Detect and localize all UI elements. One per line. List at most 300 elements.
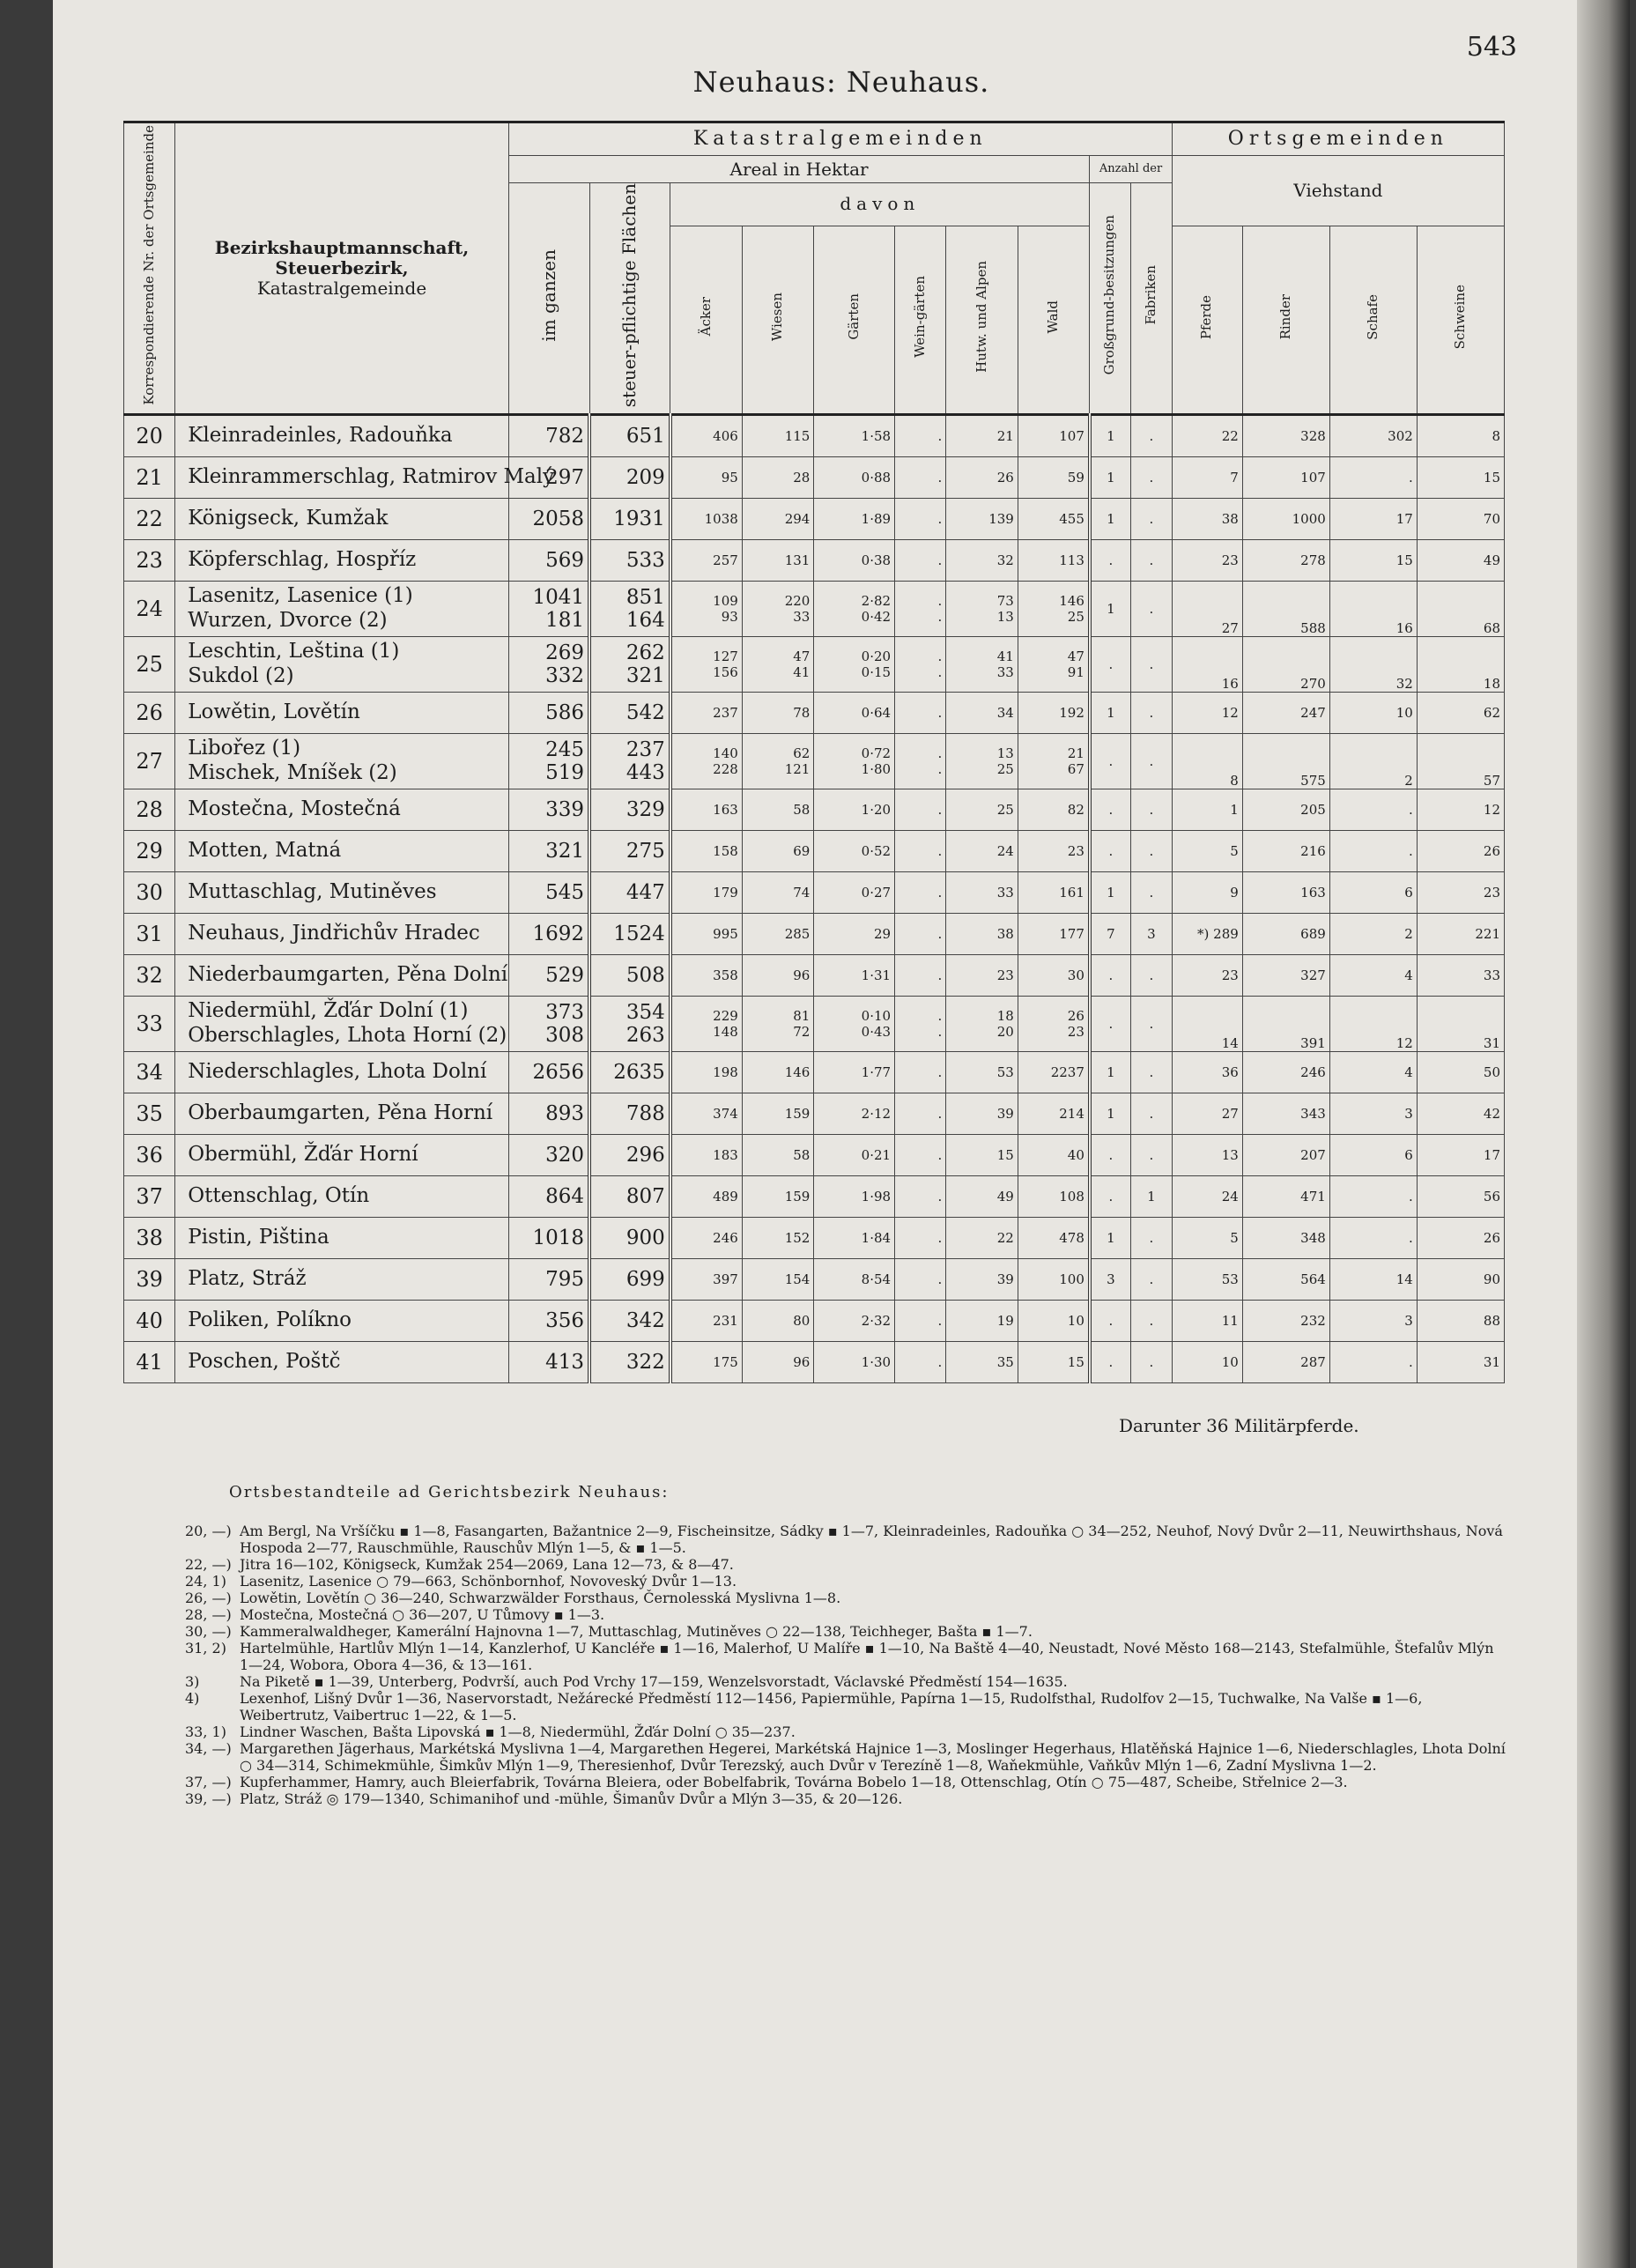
cell-steuer: 2635 xyxy=(589,1051,670,1093)
cell-fabr: . xyxy=(1130,692,1172,733)
cell-wein: . xyxy=(895,1175,946,1217)
cell-rinder: 328 xyxy=(1242,414,1329,456)
cell-hutw: 18 20 xyxy=(946,996,1018,1051)
cell-gaerten: 0·88 xyxy=(814,456,895,498)
cell-acker: 489 xyxy=(670,1175,743,1217)
cell-wiesen: 131 xyxy=(742,539,814,581)
col-header-fabriken: Fabriken xyxy=(1130,183,1172,415)
cell-pferde: 5 xyxy=(1172,830,1242,871)
cell-wein: . xyxy=(895,456,946,498)
cell-gaerten: 2·12 xyxy=(814,1093,895,1134)
entry-key: 26, —) xyxy=(185,1590,232,1606)
table-row xyxy=(124,581,1505,636)
cell-acker: 231 xyxy=(670,1300,743,1341)
cell-wein: . xyxy=(895,913,946,954)
ortsbestandteile-heading: Ortsbestandteile ad Gerichtsbezirk Neuhaus: xyxy=(229,1483,670,1501)
cell-gross: . xyxy=(1090,539,1131,581)
ortsbestandteil-entry xyxy=(185,1673,1506,1690)
cell-wiesen: 154 xyxy=(742,1258,814,1300)
table-row xyxy=(124,789,1505,830)
cell-wald: 108 xyxy=(1018,1175,1090,1217)
cell-ganz: 569 xyxy=(508,539,589,581)
cell-rinder: 107 xyxy=(1242,456,1329,498)
cell-hutw: 41 33 xyxy=(946,636,1018,692)
cell-gross: 1 xyxy=(1090,456,1131,498)
cell-rinder: 575 xyxy=(1242,733,1329,789)
page-title: Neuhaus: Neuhaus. xyxy=(692,65,990,99)
entry-key: 30, —) xyxy=(185,1623,232,1640)
table-row xyxy=(124,636,1505,692)
row-nr: 31 xyxy=(124,913,175,954)
cell-hutw: 39 xyxy=(946,1258,1018,1300)
cell-schafe: 16 xyxy=(1329,581,1417,636)
row-nr: 40 xyxy=(124,1300,175,1341)
cell-steuer: 542 xyxy=(589,692,670,733)
cell-fabr: . xyxy=(1130,1051,1172,1093)
cell-ganz: 373 308 xyxy=(508,996,589,1051)
cell-ganz: 356 xyxy=(508,1300,589,1341)
cell-gaerten: 2·82 0·42 xyxy=(814,581,895,636)
cell-fabr: . xyxy=(1130,733,1172,789)
row-nr: 20 xyxy=(124,414,175,456)
col-header-wald: Wald xyxy=(1018,226,1090,414)
cell-acker: 358 xyxy=(670,954,743,996)
cell-wald: 10 xyxy=(1018,1300,1090,1341)
cell-fabr: . xyxy=(1130,581,1172,636)
cell-wald: 478 xyxy=(1018,1217,1090,1258)
cell-ganz: 339 xyxy=(508,789,589,830)
scan-edge xyxy=(1577,0,1630,2268)
cell-wiesen: 285 xyxy=(742,913,814,954)
cell-wein: . . xyxy=(895,636,946,692)
cell-steuer: 651 xyxy=(589,414,670,456)
cell-acker: 179 xyxy=(670,871,743,913)
cell-hutw: 23 xyxy=(946,954,1018,996)
col-header-schweine: Schweine xyxy=(1417,226,1504,414)
cell-wiesen: 81 72 xyxy=(742,996,814,1051)
cell-acker: 246 xyxy=(670,1217,743,1258)
entry-key: 24, 1) xyxy=(185,1573,226,1590)
page xyxy=(53,0,1630,2268)
cell-schweine: 18 xyxy=(1417,636,1504,692)
cell-steuer: 342 xyxy=(589,1300,670,1341)
cell-acker: 127 156 xyxy=(670,636,743,692)
cell-gross: . xyxy=(1090,789,1131,830)
table-row xyxy=(124,830,1505,871)
cell-wald: 192 xyxy=(1018,692,1090,733)
cell-gaerten: 1·20 xyxy=(814,789,895,830)
entry-text: Hartelmühle, Hartlův Mlýn 1—14, Kanzlerhof, U Kancléře ▪ 1—16, Malerhof, U Malíře ▪ 1—10, Na Baště 4—40, Neustadt, Nové Město 168—2143, Stefalmühle, Štefalův Mlýn 1—24, Wobora, Obora 4—36, & 13—161. xyxy=(240,1640,1494,1673)
table-row xyxy=(124,1134,1505,1175)
cell-hutw: 139 xyxy=(946,498,1018,539)
cell-pferde: 22 xyxy=(1172,414,1242,456)
row-nr: 38 xyxy=(124,1217,175,1258)
cell-wald: 2237 xyxy=(1018,1051,1090,1093)
cell-schafe: 3 xyxy=(1329,1093,1417,1134)
col-header-wein: Wein-gärten xyxy=(895,226,946,414)
cell-wald: 113 xyxy=(1018,539,1090,581)
cell-wald: 40 xyxy=(1018,1134,1090,1175)
cell-schweine: 15 xyxy=(1417,456,1504,498)
cell-hutw: 26 xyxy=(946,456,1018,498)
cell-schafe: . xyxy=(1329,456,1417,498)
cell-acker: 109 93 xyxy=(670,581,743,636)
cell-schafe: 4 xyxy=(1329,1051,1417,1093)
row-name: Ottenschlag, Otín xyxy=(175,1175,509,1217)
col-header-schafe: Schafe xyxy=(1329,226,1417,414)
cell-gaerten: 29 xyxy=(814,913,895,954)
cell-ganz: 2058 xyxy=(508,498,589,539)
cell-gaerten: 1·84 xyxy=(814,1217,895,1258)
row-name: Neuhaus, Jindřichův Hradec xyxy=(175,913,509,954)
cell-steuer: 329 xyxy=(589,789,670,830)
cell-ganz: 297 xyxy=(508,456,589,498)
cell-wiesen: 47 41 xyxy=(742,636,814,692)
ortsbestandteil-entry xyxy=(185,1640,1506,1673)
cell-steuer: 533 xyxy=(589,539,670,581)
cell-fabr: . xyxy=(1130,996,1172,1051)
ortsbestandteil-entry xyxy=(185,1556,1506,1573)
cell-hutw: 21 xyxy=(946,414,1018,456)
cell-fabr: . xyxy=(1130,1134,1172,1175)
cell-steuer: 322 xyxy=(589,1341,670,1382)
cell-wiesen: 96 xyxy=(742,954,814,996)
col-header-acker: Äcker xyxy=(670,226,743,414)
entry-text: Lexenhof, Lišný Dvůr 1—36, Naservorstadt, Nežárecké Předměstí 112—1456, Papiermühle, Papírna 1—15, Rudolfsthal, Rudolfov 2—15, Tuchwalke, Na Valše ▪ 1—6, Weibertrutz, Vaibertruc 1—22, & 1—5. xyxy=(240,1690,1423,1723)
cell-schafe: . xyxy=(1329,830,1417,871)
table-row xyxy=(124,954,1505,996)
cell-schweine: 33 xyxy=(1417,954,1504,996)
cell-ganz: 245 519 xyxy=(508,733,589,789)
row-name: Leschtin, Leština (1) Sukdol (2) xyxy=(175,636,509,692)
cell-wein: . xyxy=(895,692,946,733)
cell-pferde: 1 xyxy=(1172,789,1242,830)
ortsbestandteil-entry xyxy=(185,1590,1506,1606)
cell-wiesen: 74 xyxy=(742,871,814,913)
cell-wald: 15 xyxy=(1018,1341,1090,1382)
cell-wiesen: 96 xyxy=(742,1341,814,1382)
cell-ganz: 1018 xyxy=(508,1217,589,1258)
footnote: Darunter 36 Militärpferde. xyxy=(1119,1415,1359,1436)
cell-gross: . xyxy=(1090,996,1131,1051)
cell-schafe: 6 xyxy=(1329,1134,1417,1175)
cell-fabr: . xyxy=(1130,1093,1172,1134)
row-name: Mostečna, Mostečná xyxy=(175,789,509,830)
row-nr: 35 xyxy=(124,1093,175,1134)
cell-acker: 163 xyxy=(670,789,743,830)
cell-rinder: 287 xyxy=(1242,1341,1329,1382)
table-row xyxy=(124,414,1505,456)
table-row xyxy=(124,1341,1505,1382)
cell-wald: 59 xyxy=(1018,456,1090,498)
cell-gross: 1 xyxy=(1090,692,1131,733)
cell-wald: 455 xyxy=(1018,498,1090,539)
ortsbestandteil-entry xyxy=(185,1623,1506,1640)
cell-wiesen: 78 xyxy=(742,692,814,733)
cell-gaerten: 0·72 1·80 xyxy=(814,733,895,789)
cell-fabr: . xyxy=(1130,1258,1172,1300)
cell-wein: . . xyxy=(895,733,946,789)
col-header-name: Bezirkshauptmannschaft, Steuerbezirk, Katastralgemeinde xyxy=(175,122,509,415)
entry-text: Mostečna, Mostečná ○ 36—207, U Tůmovy ▪ 1—3. xyxy=(240,1606,605,1623)
cell-fabr: 3 xyxy=(1130,913,1172,954)
cell-pferde: 9 xyxy=(1172,871,1242,913)
davon-header: davon xyxy=(670,183,1090,226)
cell-ganz: 321 xyxy=(508,830,589,871)
cell-gross: . xyxy=(1090,1134,1131,1175)
cell-wiesen: 69 xyxy=(742,830,814,871)
cell-rinder: 391 xyxy=(1242,996,1329,1051)
cell-ganz: 586 xyxy=(508,692,589,733)
cell-gross: 1 xyxy=(1090,414,1131,456)
cell-hutw: 13 25 xyxy=(946,733,1018,789)
cell-wald: 26 23 xyxy=(1018,996,1090,1051)
cell-acker: 406 xyxy=(670,414,743,456)
ortsbestandteil-entry xyxy=(185,1723,1506,1740)
row-name: Königseck, Kumžak xyxy=(175,498,509,539)
cell-schafe: 15 xyxy=(1329,539,1417,581)
cell-hutw: 39 xyxy=(946,1093,1018,1134)
cell-wald: 82 xyxy=(1018,789,1090,830)
cell-rinder: 270 xyxy=(1242,636,1329,692)
entry-text: Kammeralwaldheger, Kamerální Hajnovna 1—7, Muttaschlag, Mutiněves ○ 22—138, Teichheger, Bašta ▪ 1—7. xyxy=(240,1623,1033,1640)
cell-schweine: 31 xyxy=(1417,996,1504,1051)
cell-wald: 47 91 xyxy=(1018,636,1090,692)
cell-acker: 183 xyxy=(670,1134,743,1175)
cell-gaerten: 0·10 0·43 xyxy=(814,996,895,1051)
cell-pferde: 7 xyxy=(1172,456,1242,498)
col-header-pferde: Pferde xyxy=(1172,226,1242,414)
col-header-rinder: Rinder xyxy=(1242,226,1329,414)
areal-header: Areal in Hektar xyxy=(508,156,1090,183)
cell-gaerten: 2·32 xyxy=(814,1300,895,1341)
row-nr: 30 xyxy=(124,871,175,913)
cell-acker: 397 xyxy=(670,1258,743,1300)
entry-text: Kupferhammer, Hamry, auch Bleierfabrik, Továrna Bleiera, oder Bobelfabrik, Továrna Bobelo 1—18, Ottenschlag, Otín ○ 75—487, Scheibe, Střelnice 2—3. xyxy=(240,1774,1348,1790)
cell-fabr: . xyxy=(1130,954,1172,996)
table-row xyxy=(124,1300,1505,1341)
cell-ganz: 269 332 xyxy=(508,636,589,692)
cell-fabr: 1 xyxy=(1130,1175,1172,1217)
cell-steuer: 209 xyxy=(589,456,670,498)
cell-fabr: . xyxy=(1130,1217,1172,1258)
cell-hutw: 32 xyxy=(946,539,1018,581)
cell-schweine: 23 xyxy=(1417,871,1504,913)
cell-ganz: 545 xyxy=(508,871,589,913)
cell-gross: 7 xyxy=(1090,913,1131,954)
cell-rinder: 689 xyxy=(1242,913,1329,954)
cell-rinder: 163 xyxy=(1242,871,1329,913)
cell-schafe: 12 xyxy=(1329,996,1417,1051)
cell-schafe: 10 xyxy=(1329,692,1417,733)
cell-pferde: 12 xyxy=(1172,692,1242,733)
cell-acker: 198 xyxy=(670,1051,743,1093)
cell-fabr: . xyxy=(1130,636,1172,692)
cell-hutw: 33 xyxy=(946,871,1018,913)
cell-hutw: 25 xyxy=(946,789,1018,830)
cell-gross: . xyxy=(1090,1300,1131,1341)
ortsbestandteil-entry xyxy=(185,1690,1506,1723)
cell-schweine: 49 xyxy=(1417,539,1504,581)
cell-schweine: 68 xyxy=(1417,581,1504,636)
col-header-nr: Korrespondierende Nr. der Ortsgemeinde xyxy=(124,122,175,415)
row-name: Motten, Matná xyxy=(175,830,509,871)
cell-gross: 3 xyxy=(1090,1258,1131,1300)
cell-wein: . xyxy=(895,414,946,456)
cell-wein: . xyxy=(895,1051,946,1093)
cell-schweine: 221 xyxy=(1417,913,1504,954)
cell-ganz: 413 xyxy=(508,1341,589,1382)
cell-pferde: 38 xyxy=(1172,498,1242,539)
cell-wiesen: 152 xyxy=(742,1217,814,1258)
cell-hutw: 19 xyxy=(946,1300,1018,1341)
cell-wein: . xyxy=(895,1093,946,1134)
cell-gaerten: 0·38 xyxy=(814,539,895,581)
cell-ganz: 2656 xyxy=(508,1051,589,1093)
cell-wiesen: 159 xyxy=(742,1175,814,1217)
cell-gaerten: 8·54 xyxy=(814,1258,895,1300)
cell-gaerten: 0·20 0·15 xyxy=(814,636,895,692)
cell-pferde: 14 xyxy=(1172,996,1242,1051)
row-nr: 23 xyxy=(124,539,175,581)
cell-gross: 1 xyxy=(1090,871,1131,913)
cell-steuer: 354 263 xyxy=(589,996,670,1051)
cell-wiesen: 294 xyxy=(742,498,814,539)
entry-key: 34, —) xyxy=(185,1740,232,1757)
cell-gaerten: 1·31 xyxy=(814,954,895,996)
cell-wald: 21 67 xyxy=(1018,733,1090,789)
row-name: Oberbaumgarten, Pěna Horní xyxy=(175,1093,509,1134)
cell-schafe: 14 xyxy=(1329,1258,1417,1300)
entry-text: Na Piketě ▪ 1—39, Unterberg, Podvrší, auch Pod Vrchy 17—159, Wenzelsvorstadt, Václavské Předměstí 154—1635. xyxy=(240,1673,1068,1690)
row-nr: 26 xyxy=(124,692,175,733)
cell-wald: 23 xyxy=(1018,830,1090,871)
cell-rinder: 205 xyxy=(1242,789,1329,830)
cell-wiesen: 58 xyxy=(742,1134,814,1175)
entry-key: 31, 2) xyxy=(185,1640,226,1657)
table-row xyxy=(124,996,1505,1051)
row-name: Niedermühl, Žďár Dolní (1) Oberschlagles, Lhota Horní (2) xyxy=(175,996,509,1051)
row-name: Lasenitz, Lasenice (1) Wurzen, Dvorce (2) xyxy=(175,581,509,636)
cell-ganz: 529 xyxy=(508,954,589,996)
table-row xyxy=(124,913,1505,954)
ortsbestandteile-list xyxy=(185,1523,1506,1807)
entry-text: Lowětin, Lovětín ○ 36—240, Schwarzwälder Forsthaus, Černolesská Myslivna 1—8. xyxy=(240,1590,841,1606)
cell-schafe: . xyxy=(1329,1341,1417,1382)
cell-pferde: 5 xyxy=(1172,1217,1242,1258)
cell-schafe: 3 xyxy=(1329,1300,1417,1341)
cell-steuer: 807 xyxy=(589,1175,670,1217)
page-number: 543 xyxy=(1466,32,1517,63)
row-name: Obermühl, Žďár Horní xyxy=(175,1134,509,1175)
cell-acker: 140 228 xyxy=(670,733,743,789)
cell-wald: 161 xyxy=(1018,871,1090,913)
cell-wein: . . xyxy=(895,581,946,636)
cell-schweine: 62 xyxy=(1417,692,1504,733)
cell-wald: 146 25 xyxy=(1018,581,1090,636)
cell-steuer: 262 321 xyxy=(589,636,670,692)
cell-wiesen: 146 xyxy=(742,1051,814,1093)
cell-gaerten: 0·27 xyxy=(814,871,895,913)
cell-wein: . xyxy=(895,498,946,539)
cell-rinder: 348 xyxy=(1242,1217,1329,1258)
row-name: Kleinradeinles, Radouňka xyxy=(175,414,509,456)
cell-schweine: 8 xyxy=(1417,414,1504,456)
cell-pferde: 16 xyxy=(1172,636,1242,692)
row-nr: 41 xyxy=(124,1341,175,1382)
cell-gross: . xyxy=(1090,636,1131,692)
cell-wein: . xyxy=(895,1258,946,1300)
cell-gross: . xyxy=(1090,954,1131,996)
cell-schweine: 50 xyxy=(1417,1051,1504,1093)
table-row xyxy=(124,733,1505,789)
cell-wein: . xyxy=(895,830,946,871)
row-name: Poliken, Políkno xyxy=(175,1300,509,1341)
cell-acker: 158 xyxy=(670,830,743,871)
cell-gross: 1 xyxy=(1090,1093,1131,1134)
cell-ganz: 782 xyxy=(508,414,589,456)
cell-pferde: *) 289 xyxy=(1172,913,1242,954)
cell-wiesen: 28 xyxy=(742,456,814,498)
cell-gaerten: 1·89 xyxy=(814,498,895,539)
entry-text: Jitra 16—102, Königseck, Kumžak 254—2069, Lana 12—73, & 8—47. xyxy=(240,1556,734,1573)
viehstand-header: Viehstand xyxy=(1172,156,1504,226)
cell-gaerten: 1·77 xyxy=(814,1051,895,1093)
cell-gross: 1 xyxy=(1090,1217,1131,1258)
cell-rinder: 588 xyxy=(1242,581,1329,636)
row-name: Libořez (1) Mischek, Mníšek (2) xyxy=(175,733,509,789)
cell-pferde: 27 xyxy=(1172,1093,1242,1134)
table-row xyxy=(124,498,1505,539)
cell-schweine: 26 xyxy=(1417,830,1504,871)
cell-hutw: 22 xyxy=(946,1217,1018,1258)
cell-gross: . xyxy=(1090,1341,1131,1382)
cell-fabr: . xyxy=(1130,789,1172,830)
ortsbestandteil-entry xyxy=(185,1790,1506,1807)
cell-acker: 1038 xyxy=(670,498,743,539)
cell-wald: 107 xyxy=(1018,414,1090,456)
entry-key: 39, —) xyxy=(185,1790,232,1807)
cell-fabr: . xyxy=(1130,1341,1172,1382)
col-header-steuer: steuer-pflichtige Flächen xyxy=(589,183,670,415)
row-name: Niederschlagles, Lhota Dolní xyxy=(175,1051,509,1093)
cell-gross: 1 xyxy=(1090,498,1131,539)
cell-gaerten: 0·52 xyxy=(814,830,895,871)
cell-ganz: 893 xyxy=(508,1093,589,1134)
cell-ganz: 1692 xyxy=(508,913,589,954)
cell-schweine: 17 xyxy=(1417,1134,1504,1175)
cell-steuer: 447 xyxy=(589,871,670,913)
cell-pferde: 13 xyxy=(1172,1134,1242,1175)
cell-fabr: . xyxy=(1130,830,1172,871)
cell-steuer: 1931 xyxy=(589,498,670,539)
row-nr: 39 xyxy=(124,1258,175,1300)
cell-gaerten: 1·98 xyxy=(814,1175,895,1217)
cell-wein: . . xyxy=(895,996,946,1051)
row-name: Niederbaumgarten, Pěna Dolní xyxy=(175,954,509,996)
cell-schafe: 4 xyxy=(1329,954,1417,996)
entry-text: Lasenitz, Lasenice ○ 79—663, Schönbornhof, Novoveský Dvůr 1—13. xyxy=(240,1573,737,1590)
ortsbestandteil-entry xyxy=(185,1523,1506,1556)
cell-wald: 100 xyxy=(1018,1258,1090,1300)
cell-schafe: 2 xyxy=(1329,733,1417,789)
cell-pferde: 23 xyxy=(1172,954,1242,996)
group-header-katastral: Katastralgemeinden xyxy=(508,122,1172,156)
cell-steuer: 296 xyxy=(589,1134,670,1175)
row-nr: 37 xyxy=(124,1175,175,1217)
cell-rinder: 343 xyxy=(1242,1093,1329,1134)
cell-ganz: 320 xyxy=(508,1134,589,1175)
